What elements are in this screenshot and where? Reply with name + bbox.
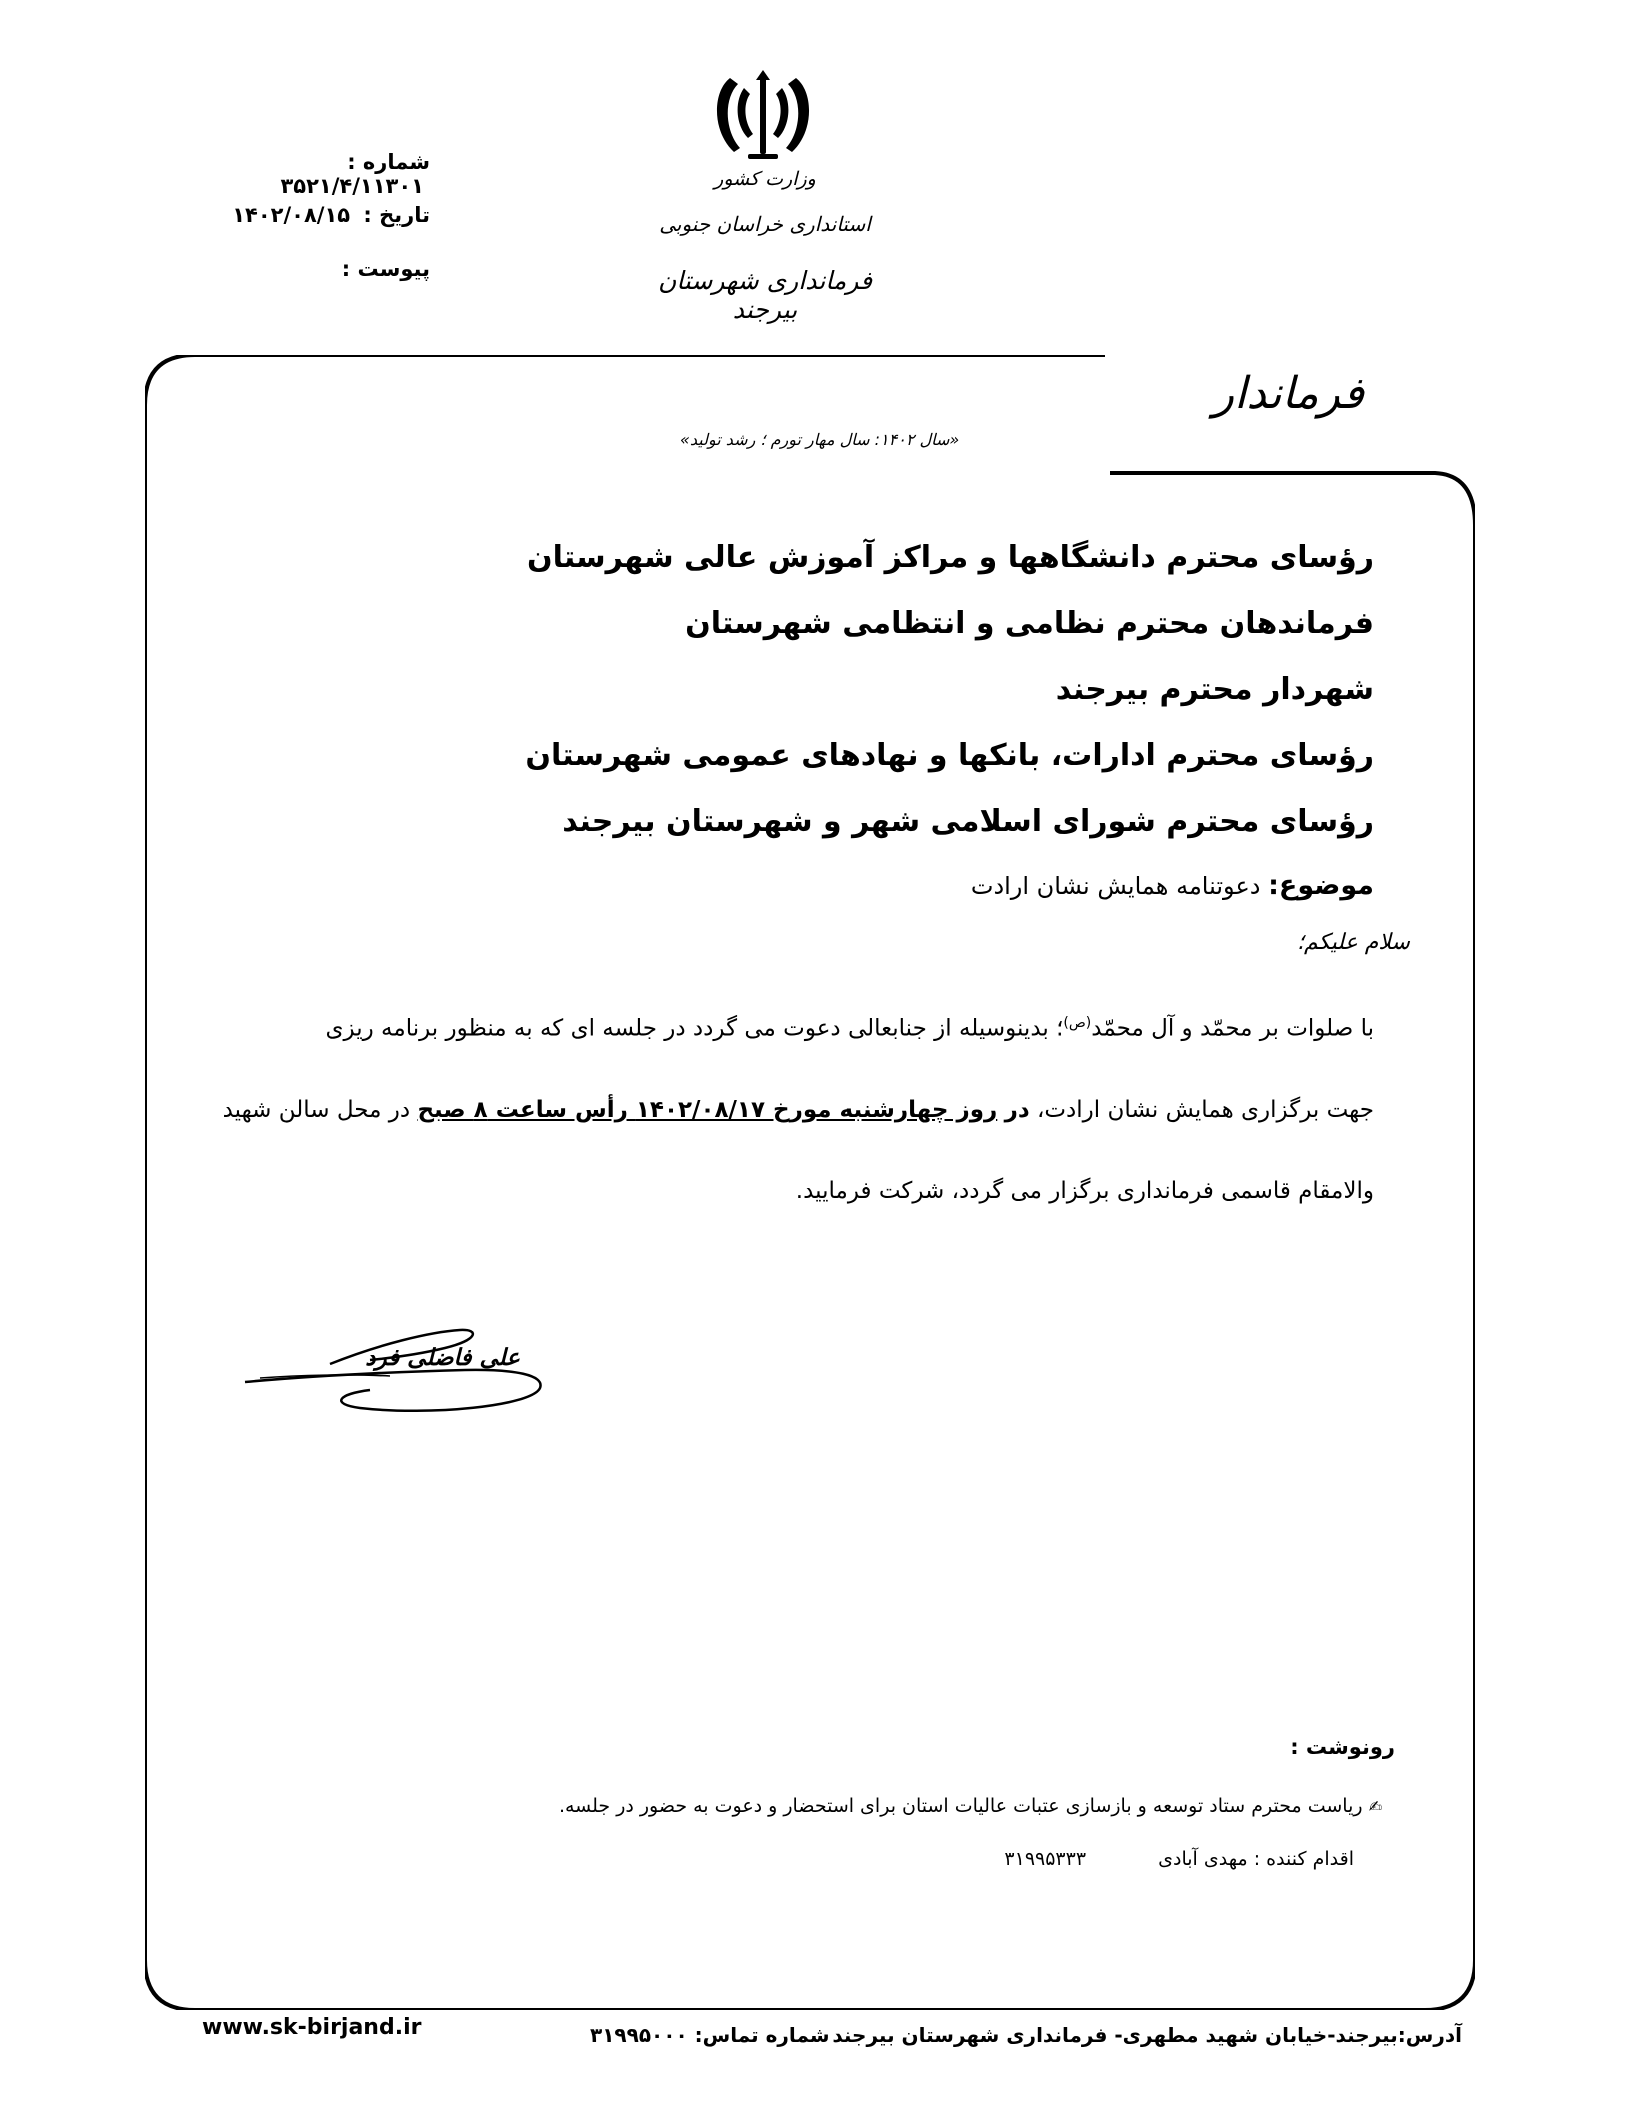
body-line-1-honorific: (ص) [1063,1015,1092,1031]
letter-number-value: ۳۵۲۱/۴/۱۱۳۰۱ [280,174,424,198]
cc-item [559,1795,1382,1817]
letter-number-row [200,150,430,198]
year-slogan: «سال ۱۴۰۲: سال مهار تورم ؛ رشد تولید» [680,430,960,449]
cc-action-row [1004,1848,1354,1870]
letter-date-row [200,203,430,227]
letter-attachment-row [200,257,430,281]
cc-action-phone: ۳۱۹۹۵۳۳۳ [1004,1848,1087,1870]
body-line-2-end: در محل سالن شهید [222,1097,411,1123]
recipient-1: رؤسای محترم دانشگاهها و مراکز آموزش عالی شهرستان [526,540,1374,575]
recipient-2: فرماندهان محترم نظامی و انتظامی شهرستان [685,606,1374,641]
cc-label: رونوشت : [1290,1735,1395,1759]
body-line-2-start: جهت برگزاری همایش نشان ارادت، [1036,1097,1374,1123]
subject-label: موضوع: [1268,870,1374,901]
letter-number-label: شماره : [347,150,430,174]
iran-emblem-icon [708,70,818,166]
body-line-1-end: ؛ بدینوسیله از جنابعالی دعوت می گردد در جلسه ای که به منظور برنامه ریزی [325,1015,1064,1042]
footer-website-link[interactable]: www.sk-birjand.ir [202,2015,422,2040]
signature-block [240,1320,560,1430]
footer-phone-label: شماره تماس: [694,2023,830,2047]
letter-date-value: ۱۴۰۲/۰۸/۱۵ [232,203,351,227]
footer-phone [590,2023,830,2047]
recipient-5: رؤسای محترم شورای اسلامی شهر و شهرستان بیرجند [562,804,1374,839]
signature-name: علی فاضلی فرد [365,1345,520,1371]
province-office-name: استانداری خراسان جنوبی [659,212,871,236]
letter-date-label: تاریخ : [363,203,430,227]
handwritten-signature-icon [240,1320,560,1430]
cc-action-by: اقدام کننده : مهدی آبادی [1158,1848,1354,1870]
recipient-4: رؤسای محترم ادارات، بانکها و نهادهای عمومی شهرستان [525,738,1374,773]
greeting: سلام علیکم؛ [1296,930,1410,955]
body-line-2-in: در [1004,1097,1030,1123]
footer-address: آدرس:بیرجند-خیابان شهید مطهری- فرمانداری شهرستان بیرجند [832,2023,1462,2047]
governor-title: فرماندار [1212,368,1364,419]
footer-phone-value: ۳۱۹۹۵۰۰۰ [590,2023,688,2047]
letter-attachment-label: پیوست : [341,257,430,281]
subject-row [971,870,1374,901]
recipient-3: شهردار محترم بیرجند [1055,672,1374,707]
pen-icon: ✍ [1368,1797,1382,1816]
body-line-2 [222,1097,1374,1123]
county-office-name: فرمانداری شهرستان بیرجند [657,266,873,324]
body-line-1-start: با صلوات بر محمّد و آل محمّد [1091,1015,1374,1042]
meeting-date-time: روز چهارشنبه مورخ ۱۴۰۲/۰۸/۱۷ رأس ساعت ۸ صبح [417,1097,998,1123]
cc-item-text: ریاست محترم ستاد توسعه و بازسازی عتبات عالیات استان برای استحضار و دعوت به حضور در جلسه. [558,1795,1363,1817]
subject-text: دعوتنامه همایش نشان ارادت [970,872,1261,900]
ministry-name: وزارت کشور [714,168,816,190]
body-line-3: والامقام قاسمی فرمانداری برگزار می گردد، شرکت فرمایید. [795,1178,1374,1204]
body-line-1 [225,1015,1374,1042]
